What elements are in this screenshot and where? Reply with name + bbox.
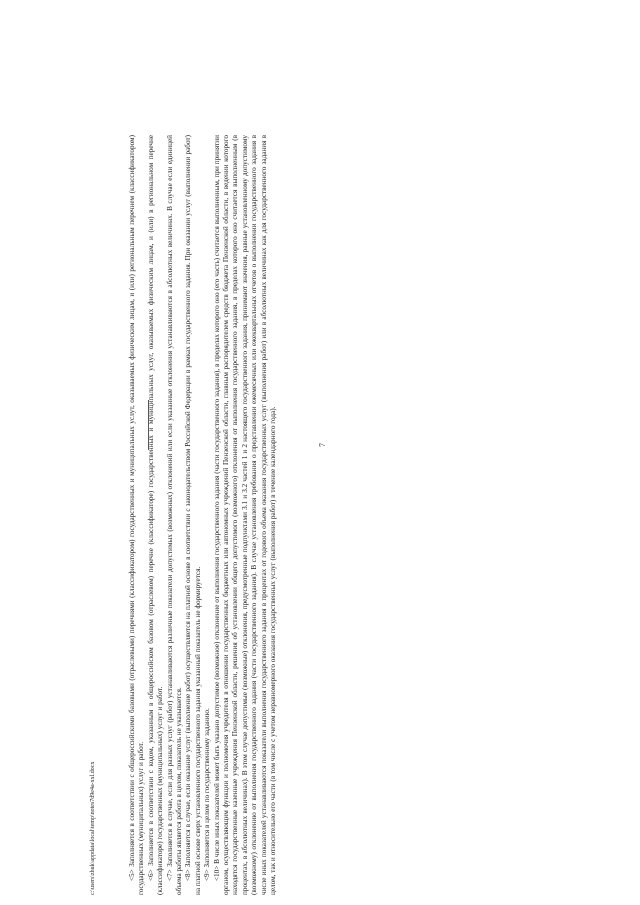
- footnote-10: <10> В числе иных показателей может быть указано допустимое (возможное) отклонение от выполнения государственного задания (части государственного задания), в пределах которого оно (его часть) считается выполненным, при принятии органом, осуществляющим функции и полномочия учредителя в отношении государственных бюджетных или автономных учреждений Пензенской области, главным распорядителем средств бюджета Пензенской области, в ведении которого находятся государственные казенные учреждения Пензенской области, решения об установлении общего допустимого (возможного) отклонения от выполнения государственного задания, в пределах которого оно считается выполненным (в процентах, в абсолютных величинах). В этом случае допустимые (возможные) отклонения, предусмотренные подпунктами 3.1 и 3.2 частей 1 и 2 настоящего государственного задания, принимают значения, равные установленному допустимому (возможному) отклонению от выполнения государственного задания (части государственного задания). В случае установления требования о представлении ежемесячных или ежеквартальных отчетов о выполнении государственного задания в числе иных показателей устанавливаются показатели выполнения государственного задания в процентах от годового объема оказания государственных услуг (выполнения работ) или в абсолютных величинах как для государственного задания в целом, так и относительно его части (в том числе с учетом неравномерного оказания государственных услуг (выполнения работ) в течение календарного года).: [212, 135, 278, 895]
- file-path-footer: c:\users\zhuk\appdata\local\temp\notes7d9e4a-xxl.docx: [90, 761, 96, 895]
- footnote-5: <5> Заполняется в соответствии с общероссийскими базовыми (отраслевыми) перечнями (классификатором) государственных и муниципальных услут, оказываемых физическим лицам, и (или) региональным перечнем (классификатором) государственных (муниципальных) услуг и работ.: [128, 135, 146, 895]
- page-number: 7: [318, 443, 327, 447]
- footnote-9: <9> Заполняется в целом по государственному заданию.: [203, 708, 212, 881]
- rotated-content: [90, 15, 360, 895]
- footnotes: [128, 135, 279, 895]
- footnote-8: <8> Заполняется в случае, если оказание услуг (выполнение работ) осуществляется на платной основе в соответствии с законодательством Российской Федерации в рамках государственного задания. При оказании услуг (выполнении работ) на платной основе сверх установленного государственного задания указанный показатель не формируется.: [184, 135, 202, 895]
- footnote-separator: [148, 400, 149, 450]
- footnote-6: <6> Заполняется в соответствии с кодом, указанным в общероссийском базовом (отраслевом) перечне (классификаторе) государственных и муниципальных услуг, оказываемых физическим лицам, и (или) в региональном перечне (классификаторе) государственных (муниципальных) услуг и работ.: [146, 135, 165, 895]
- footnote-7: <7> Заполняется в случае, если для разных услуг (работ) устанавливаются различные показатели допустимых (возможных) отклонений или если указанные отклонения устанавливаются в абсолютных величинах. В случае если единицей объема работы является работа в целом, показатель не указывается.: [165, 135, 184, 895]
